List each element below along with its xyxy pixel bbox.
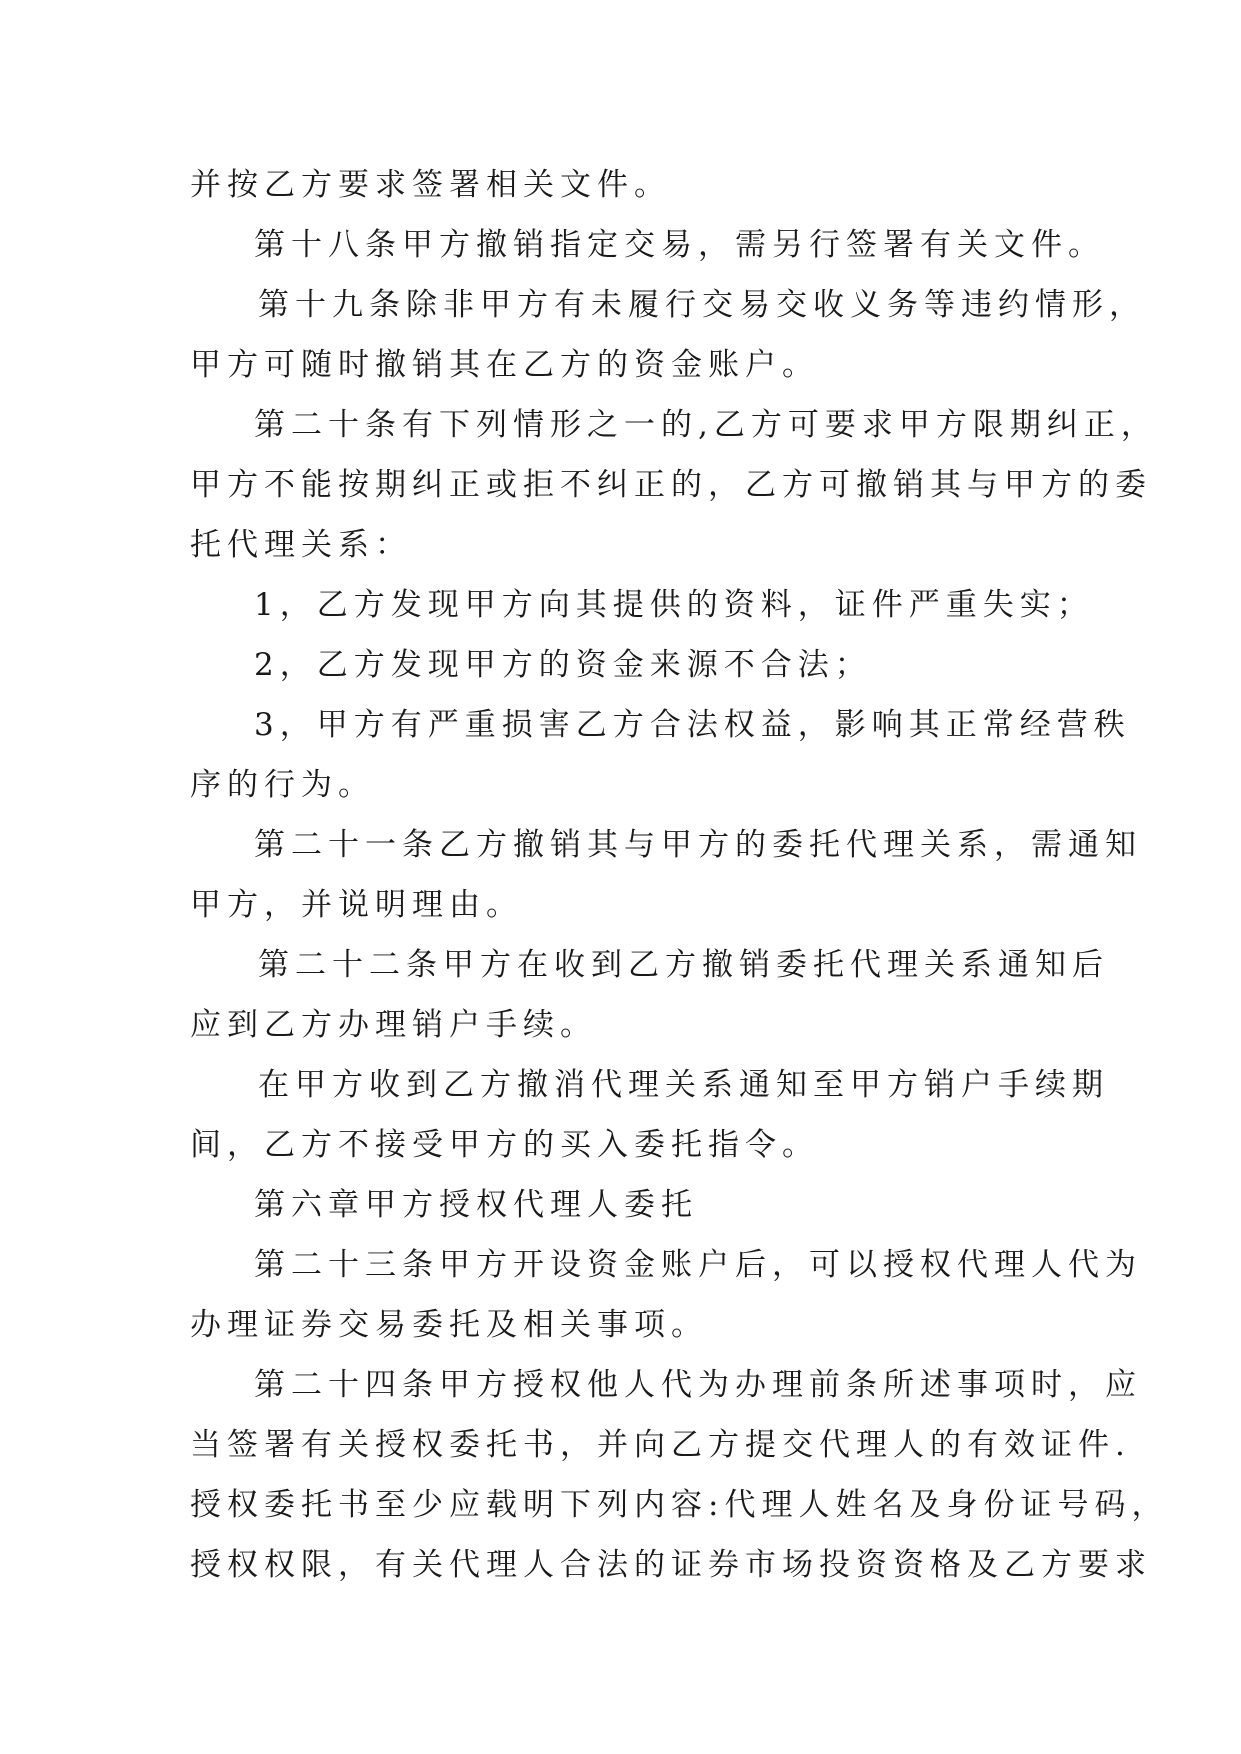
text-line: 2，乙方发现甲方的资金来源不合法； [254,647,872,683]
text-line: 第十八条甲方撤销指定交易，需另行签署有关文件。 [254,227,1105,263]
text-line: 第二十一条乙方撤销其与甲方的委托代理关系，需通知 [254,827,1142,863]
text-line: 1，乙方发现甲方向其提供的资料，证件严重失实； [254,587,1094,623]
text-line: 授权委托书至少应载明下列内容:代理人姓名及身份证号码， [190,1487,1169,1523]
text-line: 办理证券交易委托及相关事项。 [190,1307,708,1343]
document-body [190,155,1169,1595]
text-line: 第二十条有下列情形之一的,乙方可要求甲方限期纠正， [254,407,1158,443]
text-line: 第二十四条甲方授权他人代为办理前条所述事项时，应 [254,1367,1142,1403]
text-line: 在甲方收到乙方撤消代理关系通知至甲方销户手续期 [258,1067,1109,1103]
text-line: 应到乙方办理销户手续。 [190,1007,597,1043]
text-line: 序的行为。 [190,767,375,803]
text-line: 甲方，并说明理由。 [190,887,523,923]
text-line: 当签署有关授权委托书，并向乙方提交代理人的有效证件. [190,1427,1131,1463]
text-line: 间，乙方不接受甲方的买入委托指令。 [190,1127,819,1163]
text-line: 托代理关系： [190,527,412,563]
text-line: 并按乙方要求签署相关文件。 [190,167,671,203]
chapter-heading: 第六章甲方授权代理人委托 [254,1187,698,1223]
text-line: 甲方不能按期纠正或拒不纠正的，乙方可撤销其与甲方的委 [190,467,1152,503]
text-line: 第二十三条甲方开设资金账户后，可以授权代理人代为 [254,1247,1142,1283]
text-line: 第十九条除非甲方有未履行交易交收义务等违约情形， [258,287,1146,323]
text-line: 甲方可随时撤销其在乙方的资金账户。 [190,347,819,383]
text-line: 3，甲方有严重损害乙方合法权益，影响其正常经营秩 [254,707,1131,743]
text-line: 授权权限，有关代理人合法的证券市场投资资格及乙方要求 [190,1547,1152,1583]
text-line: 第二十二条甲方在收到乙方撤销委托代理关系通知后 [258,947,1109,983]
